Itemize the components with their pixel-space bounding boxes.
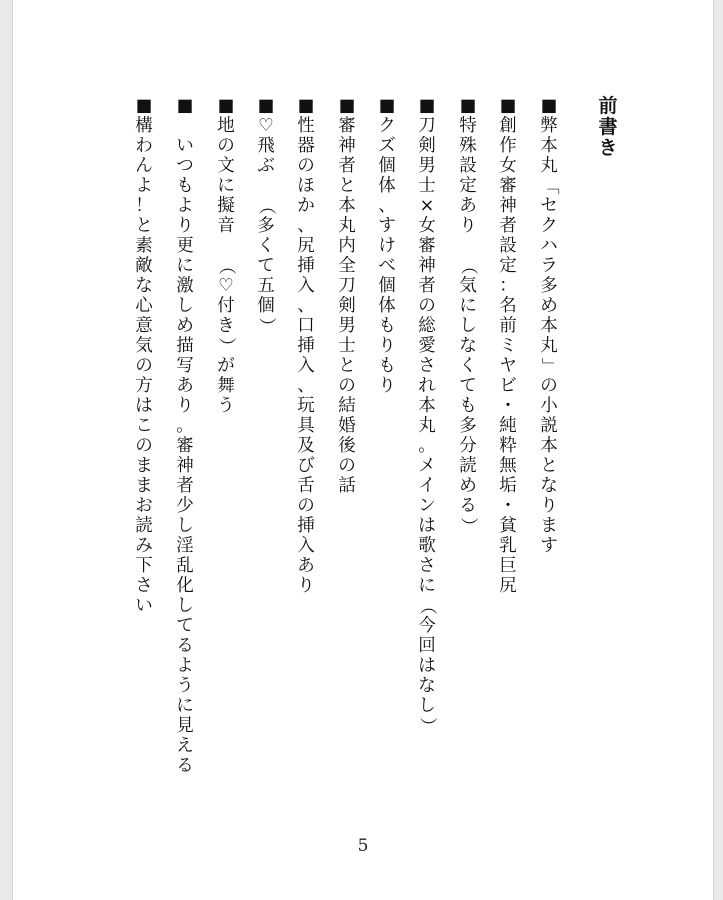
glyph: 無: [499, 456, 517, 476]
glyph: 内: [338, 236, 356, 256]
note-line-11: [130, 96, 158, 616]
glyph: に: [176, 256, 194, 276]
glyph: ま: [135, 476, 153, 496]
glyph: き: [598, 137, 618, 159]
glyph: 入: [297, 356, 315, 376]
glyph: 個: [378, 156, 396, 176]
glyph: 丸: [338, 216, 356, 236]
glyph: 下: [135, 556, 153, 576]
glyph: 舌: [297, 476, 315, 496]
glyph: （: [216, 257, 236, 275]
glyph: ：: [499, 276, 517, 296]
glyph: に: [418, 576, 436, 596]
glyph: 剣: [418, 136, 436, 156]
glyph: り: [176, 216, 194, 236]
glyph: る: [176, 756, 194, 776]
glyph: ・: [499, 496, 517, 516]
glyph: す: [378, 216, 396, 236]
glyph: 、: [297, 296, 315, 316]
glyph: ぶ: [257, 156, 275, 176]
glyph: よ: [176, 656, 194, 676]
glyph: 音: [217, 216, 235, 236]
page-title: [594, 96, 622, 159]
glyph: 者: [338, 156, 356, 176]
note-line-5: [373, 96, 401, 396]
glyph: 具: [297, 416, 315, 436]
glyph: ■: [297, 96, 315, 116]
glyph: の: [338, 376, 356, 396]
glyph: あ: [176, 376, 194, 396]
glyph: [171, 116, 199, 136]
glyph: の: [297, 156, 315, 176]
glyph: あ: [297, 556, 315, 576]
glyph: す: [540, 536, 558, 556]
glyph: ■: [459, 96, 477, 116]
glyph: 丸: [418, 416, 436, 436]
glyph: は: [418, 516, 436, 536]
glyph: 剣: [338, 296, 356, 316]
glyph: 全: [338, 256, 356, 276]
glyph: る: [176, 636, 194, 656]
glyph: る: [459, 496, 477, 516]
glyph: に: [459, 296, 477, 316]
glyph: 士: [338, 336, 356, 356]
glyph: 飛: [257, 136, 275, 156]
glyph: ）: [417, 717, 437, 735]
glyph: メ: [418, 456, 436, 476]
glyph: 気: [459, 276, 477, 296]
glyph: り: [378, 336, 396, 356]
glyph: め: [176, 316, 194, 336]
glyph: の: [418, 296, 436, 316]
glyph: し: [176, 516, 194, 536]
glyph: な: [135, 276, 153, 296]
glyph: 。: [176, 416, 194, 436]
glyph: ♡: [218, 276, 234, 296]
glyph: 挿: [297, 256, 315, 276]
glyph: の: [135, 436, 153, 456]
glyph: 入: [297, 536, 315, 556]
glyph: 少: [176, 496, 194, 516]
glyph: 神: [418, 256, 436, 276]
glyph: 」: [539, 357, 559, 375]
glyph: 及: [297, 436, 315, 456]
glyph: 丸: [540, 336, 558, 356]
glyph: 化: [176, 576, 194, 596]
glyph: 作: [499, 136, 517, 156]
glyph: 読: [459, 456, 477, 476]
glyph: 素: [135, 236, 153, 256]
glyph: ヤ: [499, 356, 517, 376]
glyph: も: [459, 396, 477, 416]
glyph: 純: [499, 416, 517, 436]
glyph: 玩: [297, 396, 315, 416]
glyph: よ: [135, 176, 153, 196]
glyph: ■: [135, 96, 153, 116]
glyph: い: [135, 596, 153, 616]
glyph: 本: [418, 396, 436, 416]
glyph: 本: [540, 316, 558, 336]
glyph: 結: [338, 396, 356, 416]
glyph: 多: [459, 416, 477, 436]
glyph: さ: [135, 576, 153, 596]
glyph: り: [297, 576, 315, 596]
note-line-6: [333, 96, 361, 496]
note-line-3: [454, 96, 482, 536]
glyph: お: [135, 496, 153, 516]
glyph: ■: [540, 96, 558, 116]
glyph: 見: [176, 716, 194, 736]
glyph: く: [459, 356, 477, 376]
glyph: 丸: [540, 156, 558, 176]
glyph: 話: [338, 476, 356, 496]
glyph: の: [217, 136, 235, 156]
glyph: 貧: [499, 516, 517, 536]
glyph: （: [458, 257, 478, 275]
glyph: 気: [135, 336, 153, 356]
glyph: 総: [418, 316, 436, 336]
glyph: く: [257, 236, 275, 256]
note-line-1: [535, 96, 563, 556]
glyph: 、: [378, 196, 396, 216]
glyph: ■: [176, 96, 194, 116]
glyph: 、: [297, 376, 315, 396]
glyph: も: [378, 316, 396, 336]
glyph: 淫: [176, 536, 194, 556]
glyph: け: [378, 236, 396, 256]
glyph: 巨: [499, 556, 517, 576]
glyph: 歌: [418, 536, 436, 556]
glyph: 敵: [135, 256, 153, 276]
glyph: 尻: [297, 236, 315, 256]
page-number: 5: [357, 836, 369, 856]
glyph: ）: [458, 517, 478, 535]
glyph: ク: [378, 116, 396, 136]
glyph: 小: [540, 396, 558, 416]
glyph: 審: [499, 176, 517, 196]
glyph: 、: [297, 216, 315, 236]
glyph: し: [459, 316, 477, 336]
glyph: 刀: [418, 116, 436, 136]
glyph: ん: [135, 156, 153, 176]
glyph: ビ: [499, 376, 517, 396]
glyph: 。: [418, 436, 436, 456]
glyph: つ: [176, 156, 194, 176]
glyph: 地: [217, 116, 235, 136]
glyph: イ: [418, 476, 436, 496]
glyph: れ: [418, 376, 436, 396]
glyph: 性: [297, 116, 315, 136]
glyph: ■: [257, 96, 275, 116]
glyph: の: [338, 456, 356, 476]
glyph: ミ: [499, 336, 517, 356]
glyph: 審: [176, 436, 194, 456]
glyph: ♡: [258, 116, 274, 136]
glyph: 口: [297, 316, 315, 336]
glyph: 刀: [338, 276, 356, 296]
glyph: 心: [135, 296, 153, 316]
glyph: 設: [499, 236, 517, 256]
glyph: か: [297, 196, 315, 216]
glyph: あ: [459, 196, 477, 216]
glyph: 五: [257, 276, 275, 296]
glyph: て: [459, 376, 477, 396]
glyph: 個: [257, 296, 275, 316]
glyph: わ: [135, 136, 153, 156]
glyph: ）: [256, 317, 276, 335]
glyph: ■: [418, 96, 436, 116]
glyph: 婚: [338, 416, 356, 436]
glyph: 書: [598, 116, 618, 138]
glyph: 舞: [217, 376, 235, 396]
glyph: な: [418, 676, 436, 696]
glyph: 入: [297, 276, 315, 296]
glyph: と: [135, 216, 153, 236]
glyph: よ: [176, 196, 194, 216]
glyph: り: [378, 376, 396, 396]
glyph: 定: [499, 256, 517, 276]
glyph: 男: [338, 316, 356, 336]
note-line-8: [252, 96, 280, 336]
glyph: ■: [338, 96, 356, 116]
glyph: 乱: [176, 556, 194, 576]
document-page: [12, 0, 714, 900]
glyph: 回: [418, 636, 436, 656]
glyph: （: [256, 197, 276, 215]
glyph: 方: [135, 376, 153, 396]
note-line-4: [413, 96, 441, 736]
glyph: も: [378, 356, 396, 376]
glyph: 分: [459, 436, 477, 456]
glyph: し: [176, 296, 194, 316]
glyph: 本: [540, 436, 558, 456]
glyph: 更: [176, 236, 194, 256]
glyph: と: [338, 356, 356, 376]
glyph: 描: [176, 336, 194, 356]
glyph: 説: [540, 416, 558, 436]
glyph: ）: [216, 337, 236, 355]
glyph: て: [176, 616, 194, 636]
glyph: 神: [499, 196, 517, 216]
glyph: 体: [378, 176, 396, 196]
glyph: ■: [378, 96, 396, 116]
glyph: 付: [217, 296, 235, 316]
glyph: 構: [135, 116, 153, 136]
glyph: が: [217, 356, 235, 376]
glyph: ■: [499, 96, 517, 116]
glyph: 体: [378, 296, 396, 316]
glyph: ハ: [540, 236, 558, 256]
glyph: 審: [418, 236, 436, 256]
glyph: め: [540, 296, 558, 316]
glyph: り: [459, 216, 477, 236]
glyph: に: [217, 176, 235, 196]
glyph: 挿: [297, 516, 315, 536]
glyph: と: [540, 456, 558, 476]
glyph: （: [417, 597, 437, 615]
glyph: 女: [418, 216, 436, 236]
glyph: ズ: [378, 136, 396, 156]
glyph: ま: [540, 516, 558, 536]
glyph: い: [176, 136, 194, 156]
glyph: 乳: [499, 536, 517, 556]
glyph: ラ: [540, 256, 558, 276]
glyph: さ: [418, 556, 436, 576]
glyph: 設: [459, 156, 477, 176]
glyph: 特: [459, 116, 477, 136]
glyph: み: [135, 536, 153, 556]
glyph: ！: [135, 196, 153, 216]
glyph: ほ: [297, 176, 315, 196]
glyph: 意: [135, 316, 153, 336]
glyph: 男: [418, 156, 436, 176]
glyph: 読: [135, 516, 153, 536]
glyph: 粋: [499, 436, 517, 456]
glyph: 本: [540, 136, 558, 156]
note-line-7: [292, 96, 320, 596]
glyph: 愛: [418, 336, 436, 356]
glyph: の: [135, 356, 153, 376]
glyph: め: [459, 476, 477, 496]
glyph: 垢: [499, 476, 517, 496]
glyph: 前: [598, 95, 618, 117]
glyph: う: [176, 676, 194, 696]
glyph: り: [540, 496, 558, 516]
glyph: ク: [540, 216, 558, 236]
glyph: 挿: [297, 336, 315, 356]
note-line-2: [494, 96, 522, 596]
glyph: 定: [459, 176, 477, 196]
glyph: 器: [297, 136, 315, 156]
glyph: 「: [539, 177, 559, 195]
glyph: 多: [540, 276, 558, 296]
glyph: ・: [499, 396, 517, 416]
glyph: 神: [338, 136, 356, 156]
note-line-10: [171, 96, 199, 776]
glyph: 文: [217, 156, 235, 176]
glyph: の: [540, 376, 558, 396]
glyph: と: [338, 176, 356, 196]
glyph: 女: [499, 156, 517, 176]
glyph: 士: [418, 176, 436, 196]
glyph: 前: [499, 316, 517, 336]
glyph: 尻: [499, 576, 517, 596]
glyph: 審: [338, 116, 356, 136]
glyph: ×: [419, 196, 435, 216]
glyph: ■: [217, 96, 235, 116]
glyph: の: [297, 496, 315, 516]
glyph: に: [176, 696, 194, 716]
glyph: こ: [135, 416, 153, 436]
glyph: 擬: [217, 196, 235, 216]
glyph: 神: [176, 456, 194, 476]
glyph: て: [257, 256, 275, 276]
glyph: 名: [499, 296, 517, 316]
glyph: り: [176, 396, 194, 416]
glyph: さ: [418, 356, 436, 376]
glyph: 今: [418, 616, 436, 636]
glyph: 個: [378, 276, 396, 296]
note-line-9: [212, 96, 240, 416]
glyph: セ: [540, 196, 558, 216]
glyph: し: [176, 596, 194, 616]
glyph: し: [418, 696, 436, 716]
glyph: べ: [378, 256, 396, 276]
glyph: ま: [135, 456, 153, 476]
glyph: 本: [338, 196, 356, 216]
glyph: 多: [257, 216, 275, 236]
glyph: は: [135, 396, 153, 416]
glyph: う: [217, 396, 235, 416]
glyph: 弊: [540, 116, 558, 136]
glyph: 激: [176, 276, 194, 296]
glyph: 殊: [459, 136, 477, 156]
glyph: は: [418, 656, 436, 676]
glyph: き: [217, 316, 235, 336]
glyph: 創: [499, 116, 517, 136]
glyph: び: [297, 456, 315, 476]
glyph: 写: [176, 356, 194, 376]
glyph: 者: [499, 216, 517, 236]
glyph: な: [540, 476, 558, 496]
glyph: も: [176, 176, 194, 196]
glyph: 後: [338, 436, 356, 456]
glyph: な: [459, 336, 477, 356]
glyph: 者: [418, 276, 436, 296]
glyph: 者: [176, 476, 194, 496]
glyph: ン: [418, 496, 436, 516]
glyph: え: [176, 736, 194, 756]
